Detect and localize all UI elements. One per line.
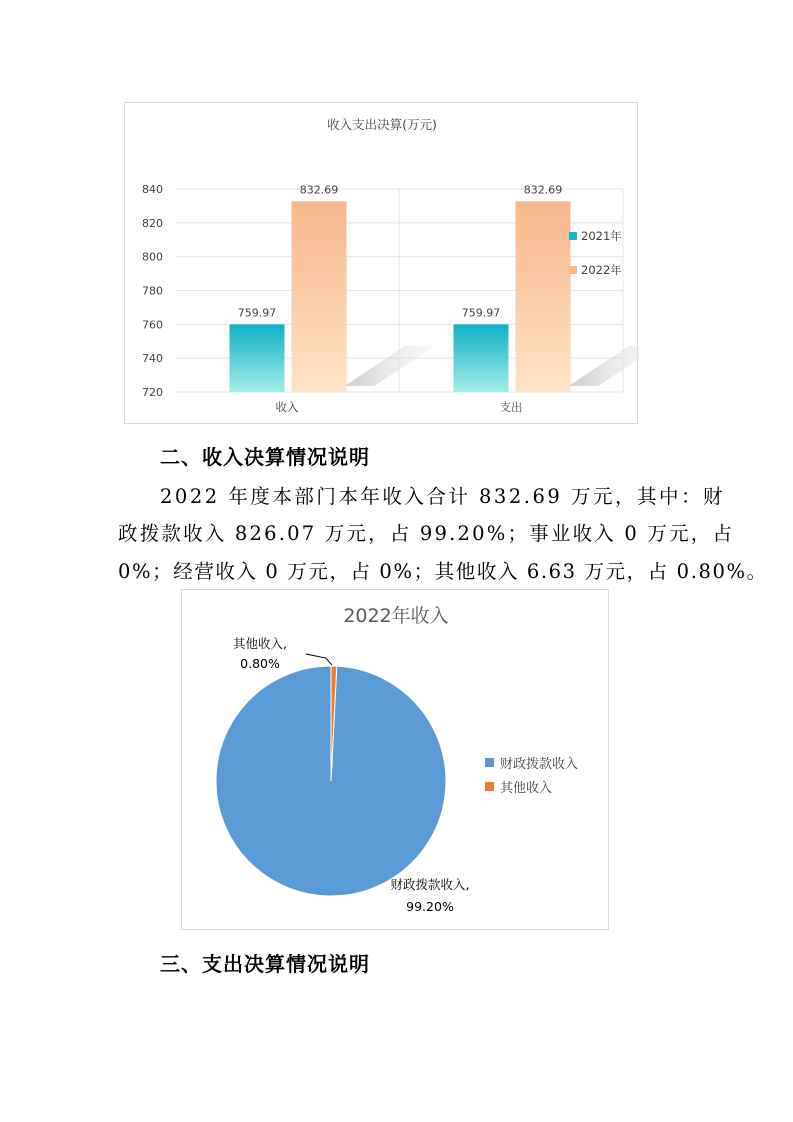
- bar-data-label: 759.97: [461, 306, 501, 320]
- bar-shadow: [345, 346, 435, 386]
- y-tick-label: 720: [142, 386, 163, 399]
- legend-swatch: [569, 232, 577, 240]
- y-tick-label: 780: [142, 284, 163, 298]
- bar-2022年: [292, 201, 347, 392]
- pie-chart-canvas: [182, 590, 610, 931]
- bar-data-label: 832.69: [299, 183, 339, 197]
- bar-chart: [124, 102, 638, 424]
- pie-chart-slices: [216, 666, 446, 896]
- bar-chart-canvas: [125, 103, 639, 425]
- section-heading-expenditure: 三、支出决算情况说明: [160, 952, 370, 976]
- pie-chart-legend: [485, 756, 578, 796]
- bar-2021年: [230, 324, 285, 392]
- paragraph-line: 0%；经营收入 0 万元，占 0%；其他收入 6.63 万元，占 0.80%。: [118, 560, 768, 583]
- pie-chart: [181, 589, 609, 930]
- y-tick-label: 820: [142, 216, 163, 230]
- pie-slice-label: 财政拨款收入,: [390, 877, 470, 892]
- x-category-label: 支出: [499, 400, 523, 414]
- paragraph-line: 政拨款收入 826.07 万元，占 99.20%；事业收入 0 万元，占: [118, 522, 735, 545]
- paragraph-line: 2022 年度本部门本年收入合计 832.69 万元，其中：财: [160, 485, 725, 508]
- bar-2022年: [516, 201, 571, 392]
- pie-slice-percent: 99.20%: [406, 899, 454, 914]
- bar-2021年: [454, 324, 509, 392]
- legend-label: 2021年: [581, 229, 622, 243]
- legend-swatch: [485, 782, 494, 791]
- y-tick-label: 800: [142, 250, 163, 264]
- legend-label: 2022年: [581, 263, 622, 277]
- x-category-label: 收入: [275, 400, 299, 414]
- bar-chart-title: 收入支出决算(万元): [327, 117, 437, 132]
- legend-swatch: [569, 266, 577, 274]
- legend-label: 财政拨款收入: [500, 757, 579, 772]
- bar-data-label: 832.69: [523, 183, 563, 197]
- bar-shadow: [569, 346, 640, 386]
- bar-chart-y-axis: [142, 183, 163, 399]
- legend-label: 其他收入: [500, 781, 553, 796]
- y-tick-label: 740: [142, 352, 163, 366]
- bar-data-label: 759.97: [237, 306, 277, 320]
- pie-slice-percent: 0.80%: [240, 656, 280, 671]
- legend-swatch: [485, 758, 494, 767]
- pie-chart-title: 2022年收入: [343, 605, 449, 627]
- bar-chart-legend: [569, 229, 622, 277]
- pie-slice-label: 其他收入,: [233, 636, 287, 651]
- y-tick-label: 840: [142, 183, 163, 196]
- section-heading-income: 二、收入决算情况说明: [160, 445, 370, 469]
- y-tick-label: 760: [142, 318, 163, 332]
- bar-chart-data-labels: [238, 183, 563, 319]
- pie-leader-line: [306, 654, 332, 665]
- bar-chart-x-axis: [276, 400, 523, 414]
